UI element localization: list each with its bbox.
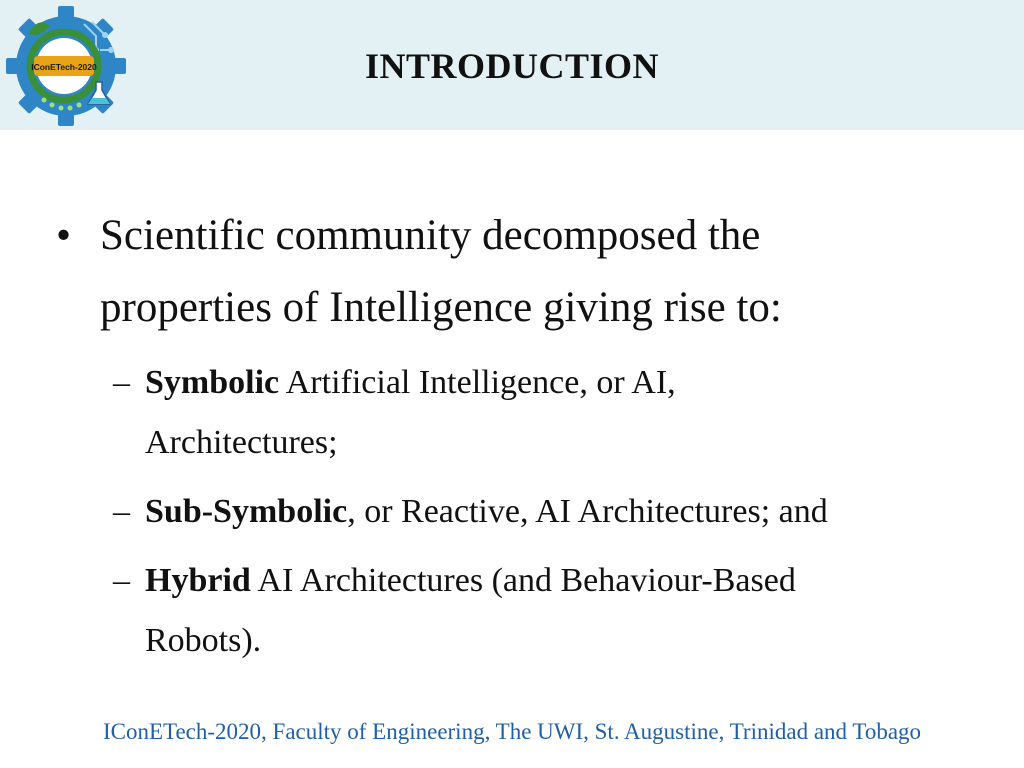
slide-title: INTRODUCTION <box>364 46 660 86</box>
main-bullet-line-1: Scientific community decomposed the <box>100 212 761 259</box>
sub-item-rest: Artificial Intelligence, or AI, <box>279 364 676 401</box>
sub-item-bold: Sub-Symbolic <box>145 493 348 530</box>
header-band <box>0 0 1024 130</box>
sub-item-sub-symbolic <box>113 482 973 542</box>
sub-item-hybrid <box>113 551 973 671</box>
sub-item-line-2: Robots). <box>145 622 262 659</box>
sub-item-line-2: Architectures; <box>145 424 338 461</box>
sub-item-rest: AI Architectures (and Behaviour-Based <box>250 562 796 599</box>
dash-marker: – <box>113 493 130 530</box>
bullet-marker: • <box>56 212 72 259</box>
main-bullet-line-2: properties of Intelligence giving rise to: <box>100 284 782 331</box>
sub-item-bold: Symbolic <box>145 364 280 401</box>
sub-item-rest: , or Reactive, AI Architectures; and <box>347 493 828 530</box>
footer-text: IConETech-2020, Faculty of Engineering, The UWI, St. Augustine, Trinidad and Tobago <box>102 719 922 744</box>
sub-item-line-1 <box>145 353 973 413</box>
logo-text: IConETech-2020 <box>31 62 97 72</box>
sub-item-bold: Hybrid <box>145 562 251 599</box>
dash-marker: – <box>113 562 130 599</box>
sub-item-line-1 <box>145 551 973 611</box>
sub-item-symbolic <box>113 353 973 473</box>
sub-item-line-1 <box>145 482 973 542</box>
main-bullet <box>56 200 956 344</box>
dash-marker: – <box>113 364 130 401</box>
